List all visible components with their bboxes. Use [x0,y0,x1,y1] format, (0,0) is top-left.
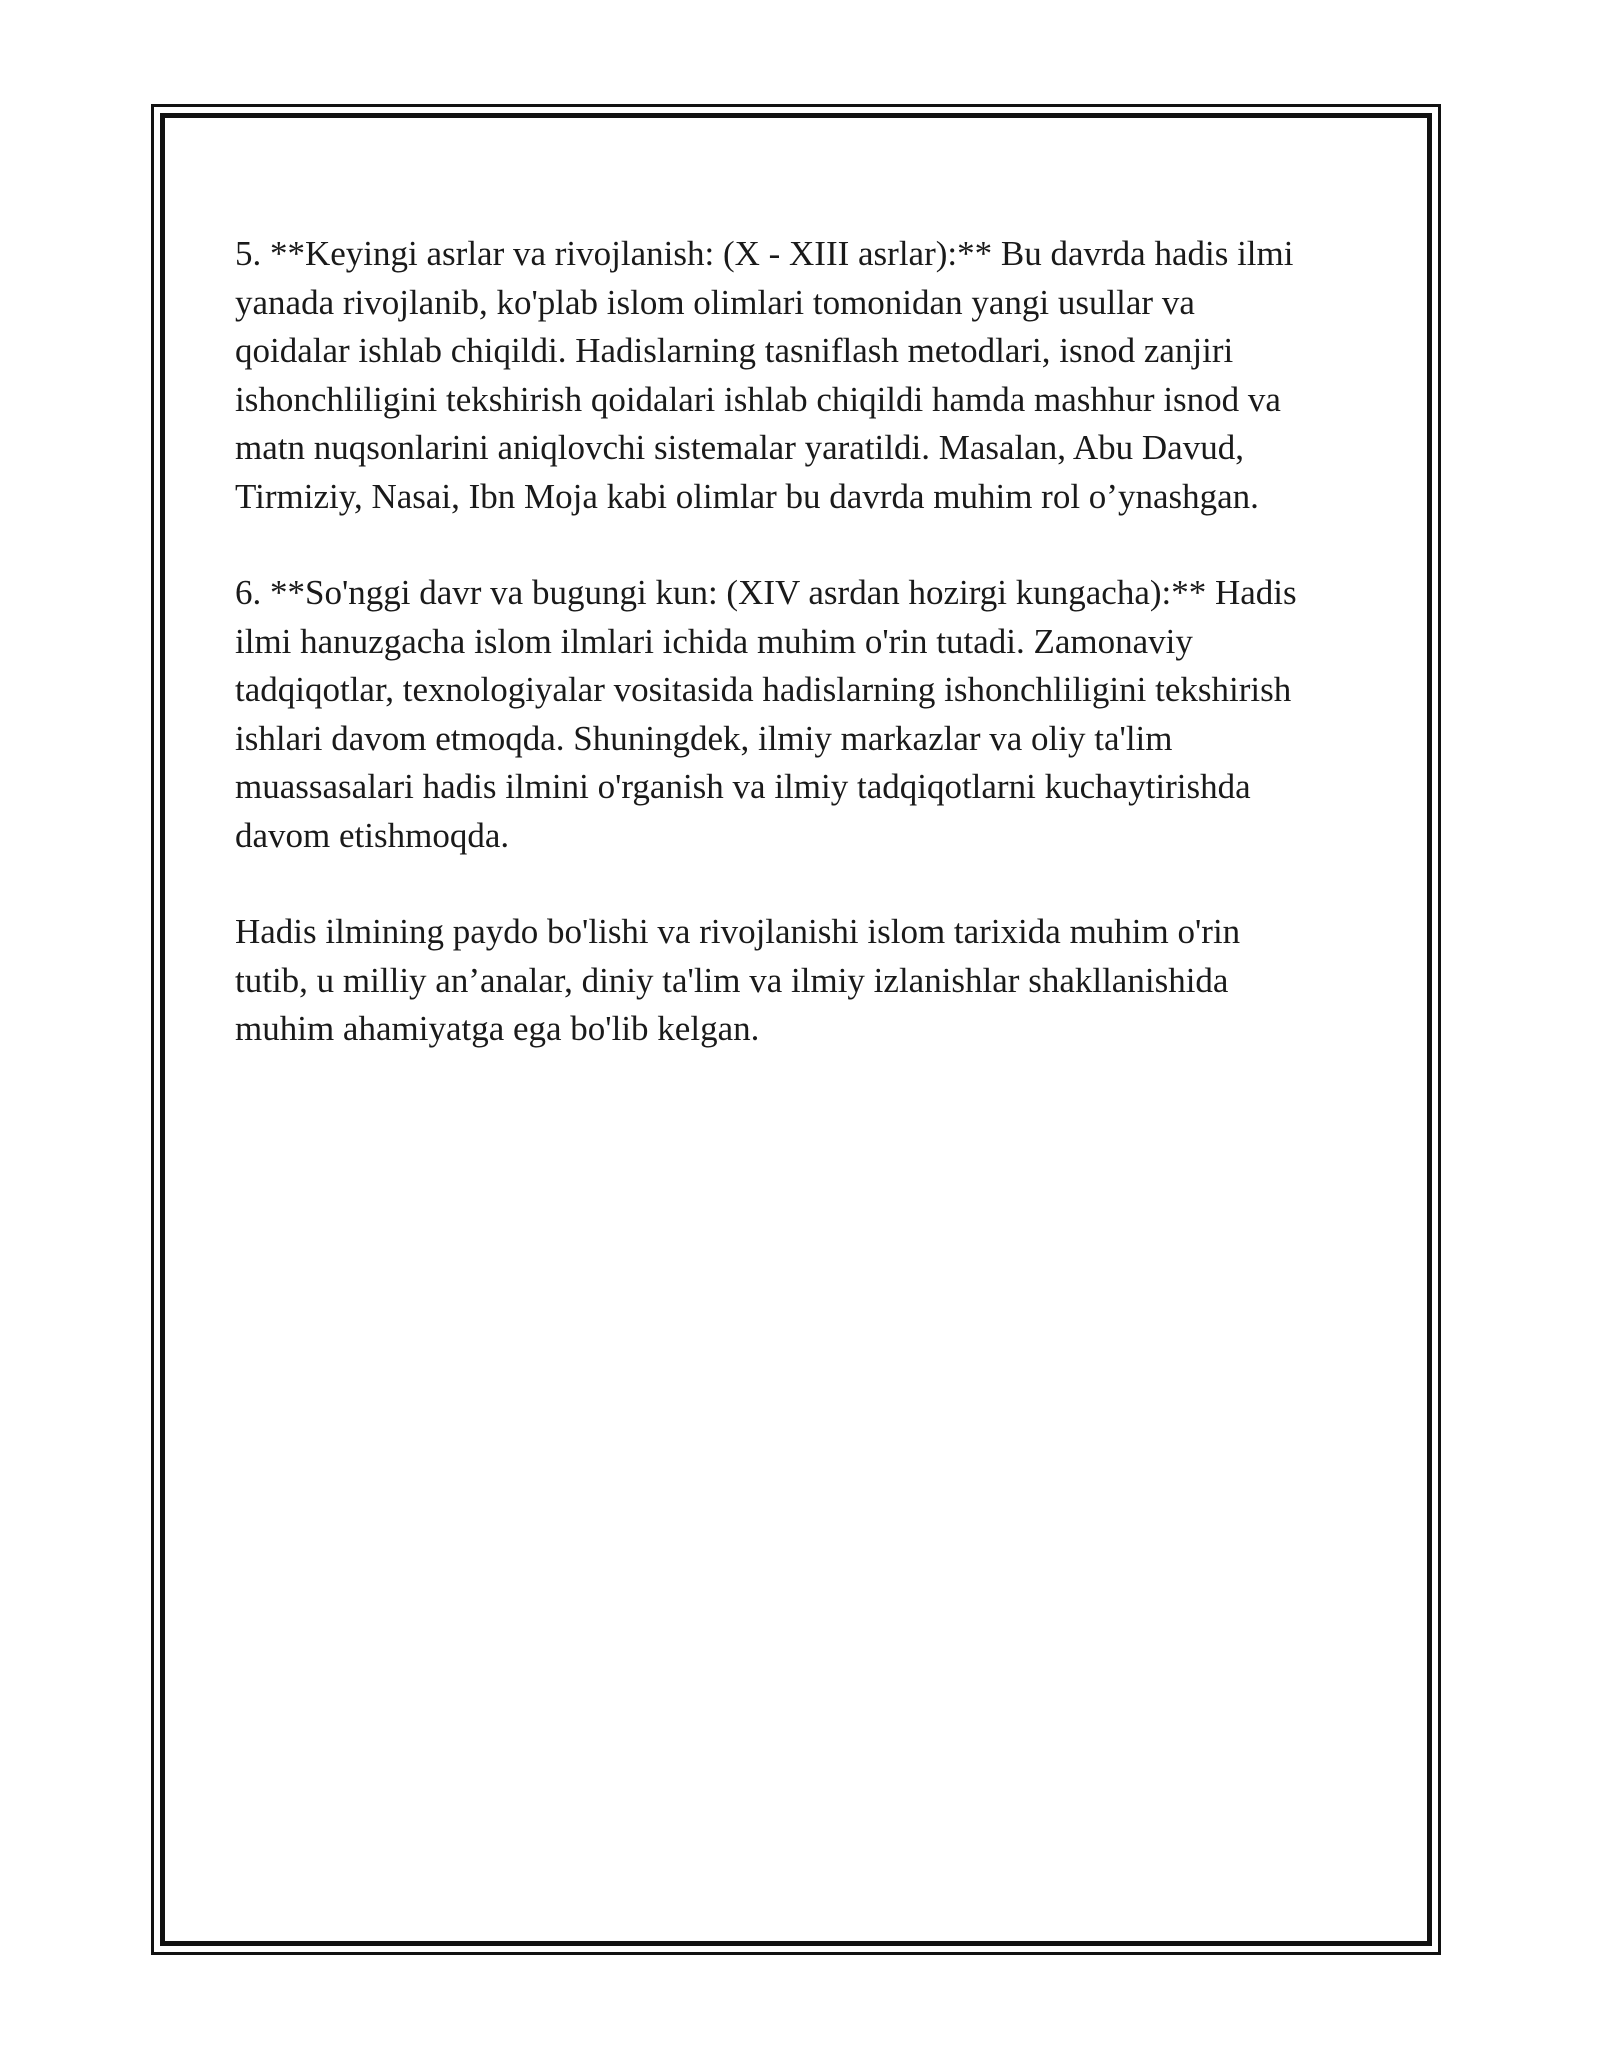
text-line: Hadis ilmining paydo bo'lishi va rivojlanishi islom tarixida muhim o'rin [235,912,1241,951]
text-line: ishonchliligini tekshirish qoidalari ishlab chiqildi hamda mashhur isnod va [235,379,1281,419]
text-line: muassasalari hadis ilmini o'rganish va ilmiy tadqiqotlarni kuchaytirishda [235,767,1251,806]
text-line: ishlari davom etmoqda. Shuningdek, ilmiy markazlar va oliy ta'lim [235,718,1173,758]
text-line: tutib, u milliy an’analar, diniy ta'lim va ilmiy izlanishlar shakllanishida [235,960,1229,1000]
document-body [235,230,1370,1102]
paragraph-section-6 [235,569,1370,860]
text-line: ilmi hanuzgacha islom ilmlari ichida muhim o'rin tutadi. Zamonaviy [235,621,1193,661]
text-line: muhim ahamiyatga ega bo'lib kelgan. [235,1009,760,1048]
text-line: qoidalar ishlab chiqildi. Hadislarning tasniflash metodlari, isnod zanjiri [235,331,1234,370]
text-line: matn nuqsonlarini aniqlovchi sistemalar yaratildi. Masalan, Abu Davud, [235,428,1244,467]
text-line: yanada rivojlanib, ko'plab islom olimlari tomonidan yangi usullar va [235,282,1195,322]
text-line: davom etishmoqda. [235,815,510,855]
paragraph-conclusion [235,908,1370,1054]
paragraph-section-5 [235,230,1370,521]
text-line: 5. **Keyingi asrlar va rivojlanish: (X - XIII asrlar):** Bu davrda hadis ilmi [235,234,1294,273]
text-line: Tirmiziy, Nasai, Ibn Moja kabi olimlar bu davrda muhim rol o’ynashgan. [235,476,1259,516]
text-line: tadqiqotlar, texnologiyalar vositasida hadislarning ishonchliligini tekshirish [235,670,1292,709]
text-line: 6. **So'nggi davr va bugungi kun: (XIV asrdan hozirgi kungacha):** Hadis [235,573,1297,612]
